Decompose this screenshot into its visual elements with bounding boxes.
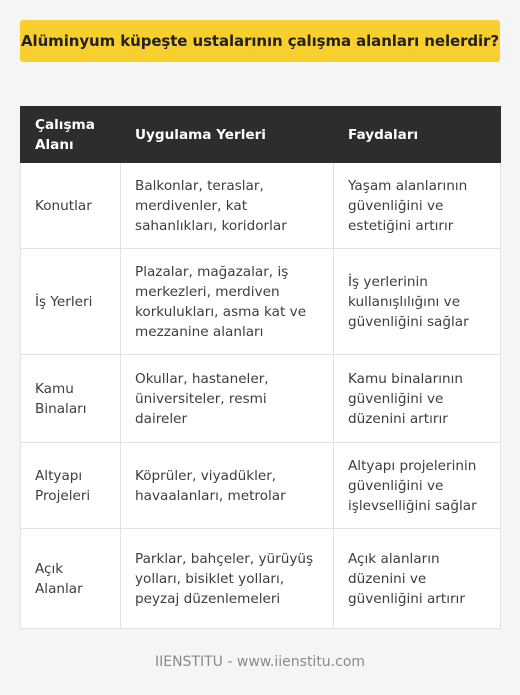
cell-benefits: Açık alanların düzenini ve güvenliğini artırır xyxy=(334,529,501,629)
cell-application-places: Köprüler, viyadükler, havaalanları, metrolar xyxy=(121,443,334,529)
cell-benefits: Kamu binalarının güvenliğini ve düzenini artırır xyxy=(334,355,501,443)
work-areas-table xyxy=(20,106,501,629)
header-benefits: Faydaları xyxy=(334,107,501,163)
cell-work-area: Konutlar xyxy=(21,163,121,249)
page-title: Alüminyum küpeşte ustalarının çalışma alanları nelerdir? xyxy=(21,32,499,50)
cell-application-places: Okullar, hastaneler, üniversiteler, resmi daireler xyxy=(121,355,334,443)
cell-work-area: Kamu Binaları xyxy=(21,355,121,443)
table-header-row xyxy=(21,107,501,163)
table-row xyxy=(21,529,501,629)
title-banner xyxy=(20,20,500,62)
cell-application-places: Balkonlar, teraslar, merdivenler, kat sahanlıkları, koridorlar xyxy=(121,163,334,249)
cell-work-area: İş Yerleri xyxy=(21,249,121,355)
cell-benefits: Altyapı projelerinin güvenliğini ve işlevselliğini sağlar xyxy=(334,443,501,529)
cell-work-area: Altyapı Projeleri xyxy=(21,443,121,529)
header-application-places: Uygulama Yerleri xyxy=(121,107,334,163)
table-row xyxy=(21,249,501,355)
cell-application-places: Plazalar, mağazalar, iş merkezleri, merdiven korkulukları, asma kat ve mezzanine alanları xyxy=(121,249,334,355)
table-row xyxy=(21,355,501,443)
table-row xyxy=(21,443,501,529)
header-work-area: Çalışma Alanı xyxy=(21,107,121,163)
cell-benefits: Yaşam alanlarının güvenliğini ve estetiğini artırır xyxy=(334,163,501,249)
cell-work-area: Açık Alanlar xyxy=(21,529,121,629)
cell-benefits: İş yerlerinin kullanışlılığını ve güvenliğini sağlar xyxy=(334,249,501,355)
cell-application-places: Parklar, bahçeler, yürüyüş yolları, bisiklet yolları, peyzaj düzenlemeleri xyxy=(121,529,334,629)
footer-credit: IIENSTITU - www.iienstitu.com xyxy=(154,654,366,670)
table-row xyxy=(21,163,501,249)
